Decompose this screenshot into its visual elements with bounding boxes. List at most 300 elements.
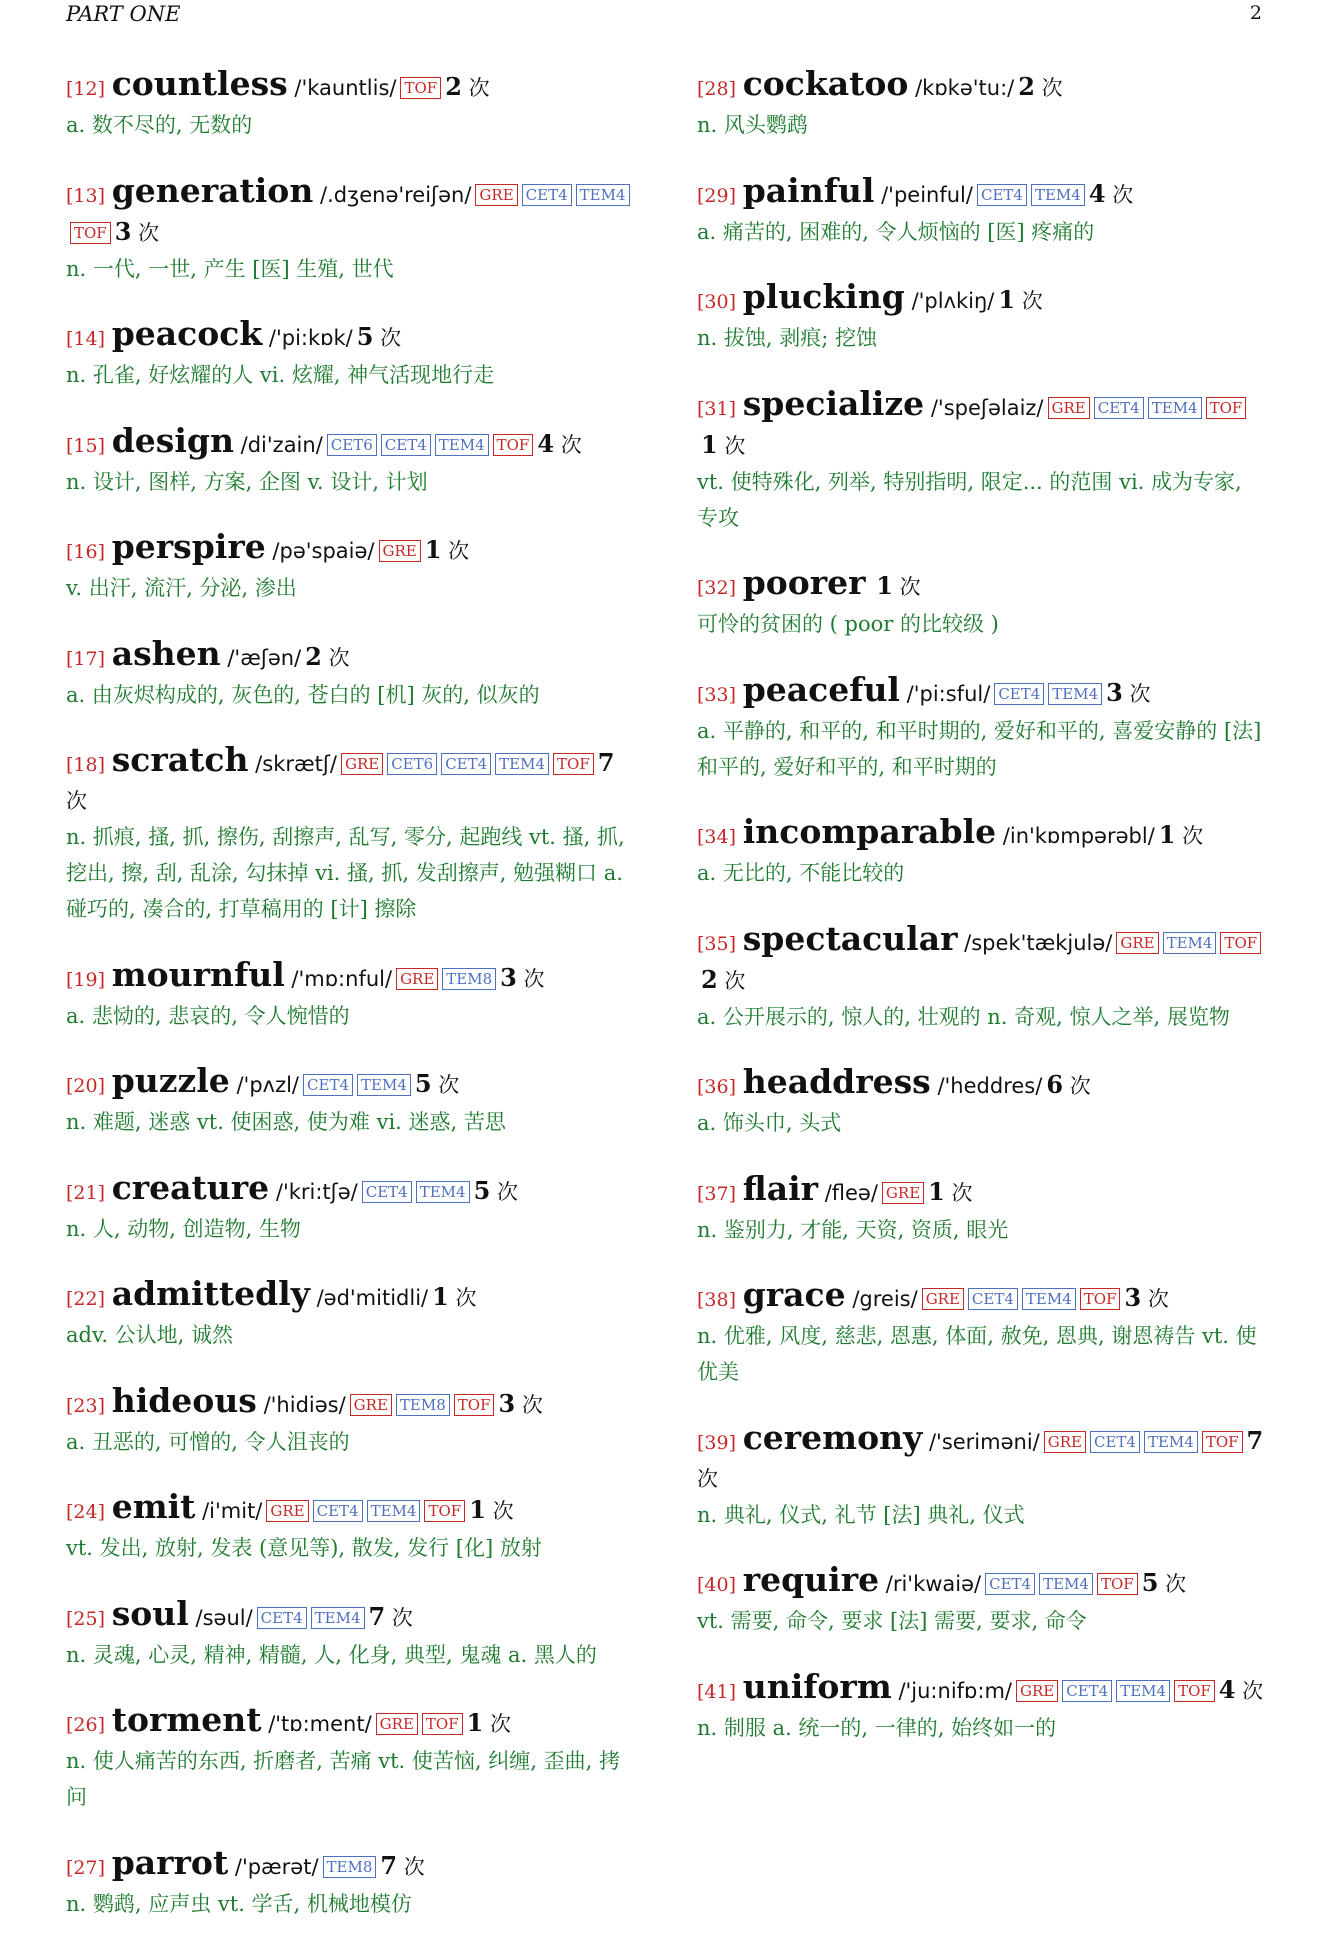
occurrence-count: 5 xyxy=(473,1175,491,1205)
exam-tag: GRE xyxy=(396,968,438,990)
exam-tag: CET4 xyxy=(968,1288,1018,1310)
occurrence-count: 4 xyxy=(537,428,555,458)
entry-headline xyxy=(66,66,636,107)
vocab-entry xyxy=(697,1277,1265,1390)
definition: a. 公开展示的, 惊人的, 壮观的 n. 奇观, 惊人之举, 展览物 xyxy=(697,1004,1230,1029)
count-suffix: 次 xyxy=(1165,1572,1187,1596)
count-suffix: 次 xyxy=(403,1854,425,1879)
pronunciation: /ri'kwaiə/ xyxy=(885,1572,982,1596)
entry-number: [21] xyxy=(66,1181,106,1204)
headword: parrot xyxy=(111,1842,229,1882)
definition: a. 由灰烬构成的, 灰色的, 苍白的 [机] 灰的, 似灰的 xyxy=(66,682,540,707)
exam-tag: TEM4 xyxy=(1144,1431,1198,1453)
occurrence-count: 1 xyxy=(928,1176,945,1206)
headword: flair xyxy=(742,1168,819,1208)
definition: n. 拔蚀, 剥痕; 挖蚀 xyxy=(697,326,877,350)
entry-number: [27] xyxy=(66,1856,106,1879)
count-suffix: 次 xyxy=(899,575,921,599)
exam-tag: TOF xyxy=(1174,1680,1215,1702)
headword: peacock xyxy=(111,314,263,353)
headword: admittedly xyxy=(111,1274,310,1313)
pronunciation: /'heddres/ xyxy=(937,1074,1043,1098)
occurrence-count: 7 xyxy=(1246,1425,1264,1455)
pronunciation: /i'mit/ xyxy=(202,1499,263,1523)
exam-tag: TEM4 xyxy=(1148,397,1202,419)
occurrence-count: 3 xyxy=(498,1388,516,1418)
entry-headline xyxy=(66,1380,636,1424)
headword: headdress xyxy=(742,1062,931,1101)
entry-headline xyxy=(697,814,1265,855)
exam-tag: CET4 xyxy=(1094,397,1144,419)
exam-tag: CET4 xyxy=(985,1573,1035,1595)
entry-headline xyxy=(697,279,1265,320)
entry-number: [19] xyxy=(66,968,106,991)
definition: 可怜的贫困的 ( poor 的比较级 ) xyxy=(697,612,999,636)
vocab-entry xyxy=(66,1489,636,1566)
headword: plucking xyxy=(742,277,905,316)
headword: poorer xyxy=(742,563,866,602)
entry-headline xyxy=(697,1562,1265,1603)
occurrence-count: 1 xyxy=(466,1708,484,1737)
count-suffix: 次 xyxy=(138,220,160,245)
exam-tag: GRE xyxy=(1016,1680,1058,1702)
count-suffix: 次 xyxy=(697,1466,718,1491)
headword: uniform xyxy=(742,1666,892,1706)
entry-number: [18] xyxy=(66,754,106,776)
exam-tag: TEM8 xyxy=(396,1394,450,1416)
vocab-entry xyxy=(66,1167,636,1247)
headword: puzzle xyxy=(111,1061,230,1100)
definition: n. 典礼, 仪式, 礼节 [法] 典礼, 仪式 xyxy=(697,1502,1025,1527)
exam-tag: CET4 xyxy=(313,1500,363,1522)
definition: a. 饰头巾, 头式 xyxy=(697,1111,842,1135)
definition: a. 平静的, 和平的, 和平时期的, 爱好和平的, 喜爱安静的 [法] 和平的, 爱好和平的, 和平时期的 xyxy=(697,718,1262,779)
pronunciation: /pə'spaiə/ xyxy=(272,539,375,563)
headword: cockatoo xyxy=(742,64,909,103)
entry-number: [26] xyxy=(66,1714,106,1736)
vocab-entry xyxy=(697,918,1265,1035)
exam-tag: TEM4 xyxy=(416,1181,470,1203)
count-suffix: 次 xyxy=(391,1605,413,1630)
definition: adv. 公认地, 诚然 xyxy=(66,1323,234,1347)
vocab-entry xyxy=(66,66,636,143)
headword: grace xyxy=(742,1275,846,1314)
entry-headline xyxy=(697,669,1265,713)
entry-headline xyxy=(697,383,1265,464)
page-header-title: PART ONE xyxy=(66,2,181,26)
exam-tag: TOF xyxy=(1080,1288,1121,1310)
entry-number: [20] xyxy=(66,1075,106,1097)
occurrence-count: 1 xyxy=(1158,820,1176,849)
exam-tag: TEM4 xyxy=(576,184,630,206)
headword: perspire xyxy=(111,527,266,566)
occurrence-count: 5 xyxy=(356,322,374,351)
exam-tag: TEM4 xyxy=(1039,1573,1093,1595)
count-suffix: 次 xyxy=(380,326,402,350)
exam-tag: TEM4 xyxy=(1163,932,1217,954)
entry-headline xyxy=(66,1702,636,1743)
entry-number: [22] xyxy=(66,1288,106,1310)
entry-headline xyxy=(697,66,1265,107)
count-suffix: 次 xyxy=(1112,182,1134,207)
count-suffix: 次 xyxy=(1147,1287,1169,1311)
headword: creature xyxy=(111,1167,270,1207)
count-suffix: 次 xyxy=(66,789,87,813)
vocab-entry xyxy=(66,170,636,287)
vocab-entry xyxy=(66,1593,636,1673)
count-suffix: 次 xyxy=(724,968,746,993)
headword: scratch xyxy=(111,740,249,779)
left-column xyxy=(66,66,636,1951)
occurrence-count: 3 xyxy=(1124,1283,1142,1312)
definition: n. 抓痕, 搔, 抓, 擦伤, 刮擦声, 乱写, 零分, 起跑线 vt. 搔, 抓, 挖出, 擦, 刮, 乱涂, 勾抹掉 vi. 搔, 抓, 发刮擦声, 勉强糊口 a. 碰巧的, 凑合的, 打草稿用的 [计] 擦除 xyxy=(66,825,625,921)
entry-number: [15] xyxy=(66,434,106,457)
entry-number: [14] xyxy=(66,328,106,350)
entry-headline xyxy=(66,742,636,819)
count-suffix: 次 xyxy=(448,539,470,563)
exam-tag: TOF xyxy=(1206,397,1247,419)
definition: a. 数不尽的, 无数的 xyxy=(66,113,253,137)
definition: a. 丑恶的, 可憎的, 令人沮丧的 xyxy=(66,1429,350,1454)
entry-headline xyxy=(697,918,1265,999)
definition: v. 出汗, 流汗, 分泌, 渗出 xyxy=(66,576,297,600)
definition: n. 难题, 迷惑 vt. 使困惑, 使为难 vi. 迷惑, 苦思 xyxy=(66,1110,506,1134)
exam-tag: GRE xyxy=(341,753,383,775)
entry-number: [33] xyxy=(697,683,737,706)
exam-tag: GRE xyxy=(376,1713,418,1735)
entry-headline xyxy=(66,633,636,677)
definition: n. 鹦鹉, 应声虫 vt. 学舌, 机械地模仿 xyxy=(66,1891,412,1916)
count-suffix: 次 xyxy=(468,76,490,100)
vocab-entry xyxy=(66,954,636,1034)
exam-tag: CET4 xyxy=(362,1181,412,1203)
exam-tag: GRE xyxy=(882,1182,924,1204)
headword: ashen xyxy=(111,633,221,673)
vocab-entry xyxy=(66,1702,636,1815)
count-suffix: 次 xyxy=(951,1180,973,1205)
entry-headline xyxy=(66,1276,636,1317)
entry-headline xyxy=(66,1593,636,1637)
vocab-entry xyxy=(697,383,1265,536)
pronunciation: /'pærət/ xyxy=(234,1854,319,1879)
exam-tag: TEM4 xyxy=(1031,184,1085,206)
headword: hideous xyxy=(111,1380,257,1420)
vocab-entry xyxy=(697,1168,1265,1248)
pronunciation: /spek'tækjulə/ xyxy=(964,930,1113,955)
headword: incomparable xyxy=(742,812,997,851)
headword: torment xyxy=(111,1700,262,1739)
headword: ceremony xyxy=(742,1417,923,1457)
pronunciation: /'pi:sful/ xyxy=(906,681,991,706)
count-suffix: 次 xyxy=(490,1712,512,1736)
page-number: 2 xyxy=(1249,2,1262,24)
pronunciation: /'æʃən/ xyxy=(227,645,302,670)
exam-tag: TEM8 xyxy=(323,1856,377,1878)
exam-tag: CET4 xyxy=(977,184,1027,206)
definition: n. 鉴别力, 才能, 天资, 资质, 眼光 xyxy=(697,1217,1009,1242)
exam-tag: CET4 xyxy=(381,434,431,456)
exam-tag: GRE xyxy=(266,1500,308,1522)
pronunciation: /fleə/ xyxy=(824,1180,878,1205)
exam-tag: GRE xyxy=(1116,932,1158,954)
entry-headline xyxy=(697,1168,1265,1212)
exam-tag: TOF xyxy=(493,434,534,456)
pronunciation: /'ju:nifɒ:m/ xyxy=(898,1678,1012,1703)
occurrence-count: 2 xyxy=(445,72,462,101)
entry-headline xyxy=(66,1063,636,1104)
pronunciation: /'peinful/ xyxy=(881,182,973,207)
entry-number: [13] xyxy=(66,184,106,207)
occurrence-count: 3 xyxy=(1106,677,1123,707)
exam-tag: TOF xyxy=(1097,1573,1138,1595)
count-suffix: 次 xyxy=(1242,1678,1264,1703)
definition: vt. 发出, 放射, 发表 (意见等), 散发, 发行 [化] 放射 xyxy=(66,1536,542,1560)
occurrence-count: 1 xyxy=(998,285,1016,314)
vocab-entry xyxy=(697,279,1265,356)
headword: soul xyxy=(111,1593,189,1633)
entry-number: [35] xyxy=(697,932,737,955)
headword: mournful xyxy=(111,954,285,994)
occurrence-count: 2 xyxy=(305,641,322,671)
count-suffix: 次 xyxy=(1021,289,1043,313)
definition: n. 优雅, 风度, 慈悲, 恩惠, 体面, 赦免, 恩典, 谢恩祷告 vt. 使优美 xyxy=(697,1324,1257,1384)
exam-tag: CET4 xyxy=(1062,1680,1112,1702)
occurrence-count: 2 xyxy=(701,964,718,994)
exam-tag: TOF xyxy=(422,1713,463,1735)
count-suffix: 次 xyxy=(724,433,746,458)
exam-tag: GRE xyxy=(379,540,421,562)
exam-tag: GRE xyxy=(1048,397,1090,419)
entry-number: [40] xyxy=(697,1574,737,1596)
entry-headline xyxy=(697,1666,1265,1710)
count-suffix: 次 xyxy=(438,1073,460,1097)
exam-tag: CET4 xyxy=(994,683,1044,705)
headword: countless xyxy=(111,64,288,103)
occurrence-count: 7 xyxy=(597,748,615,777)
entry-headline xyxy=(66,1167,636,1211)
vocab-entry xyxy=(697,1064,1265,1141)
headword: specialize xyxy=(742,383,925,423)
definition: a. 痛苦的, 困难的, 令人烦恼的 [医] 疼痛的 xyxy=(697,219,1095,244)
entry-headline xyxy=(697,1277,1265,1318)
exam-tag: TEM8 xyxy=(442,968,496,990)
pronunciation: /'plʌkiŋ/ xyxy=(911,289,995,313)
definition: a. 悲恸的, 悲哀的, 令人惋惜的 xyxy=(66,1003,350,1028)
exam-tag: CET6 xyxy=(327,434,377,456)
headword: emit xyxy=(111,1487,196,1526)
exam-tag: TEM4 xyxy=(311,1607,365,1629)
exam-tag: CET6 xyxy=(387,753,437,775)
exam-tag: TEM4 xyxy=(1116,1680,1170,1702)
headword: spectacular xyxy=(742,918,958,958)
headword: design xyxy=(111,420,234,460)
definition: n. 风头鹦鹉 xyxy=(697,113,808,137)
definition: vt. 需要, 命令, 要求 [法] 需要, 要求, 命令 xyxy=(697,1609,1087,1633)
pronunciation: /kɒkə'tu:/ xyxy=(915,76,1015,100)
exam-tag: GRE xyxy=(475,184,517,206)
vocab-entry xyxy=(66,420,636,500)
pronunciation: /'kauntlis/ xyxy=(294,76,397,100)
exam-tag: CET4 xyxy=(441,753,491,775)
pronunciation: /'pi:kɒk/ xyxy=(268,326,353,350)
headword: painful xyxy=(742,170,875,210)
entry-number: [34] xyxy=(697,826,737,848)
occurrence-count: 3 xyxy=(114,216,132,246)
exam-tag: CET4 xyxy=(303,1074,353,1096)
vocab-entry xyxy=(66,316,636,393)
pronunciation: /əd'mitidli/ xyxy=(316,1286,429,1310)
definition: n. 人, 动物, 创造物, 生物 xyxy=(66,1216,301,1241)
headword: peaceful xyxy=(742,669,900,709)
occurrence-count: 3 xyxy=(500,962,517,992)
pronunciation: /'seriməni/ xyxy=(928,1429,1040,1454)
occurrence-count: 2 xyxy=(1018,72,1035,101)
count-suffix: 次 xyxy=(560,432,582,457)
vocab-entry xyxy=(697,814,1265,891)
entry-number: [37] xyxy=(697,1182,737,1205)
pronunciation: /'speʃəlaiz/ xyxy=(930,395,1044,420)
entry-number: [41] xyxy=(697,1680,737,1703)
pronunciation: /'hidiəs/ xyxy=(263,1392,346,1417)
occurrence-count: 7 xyxy=(380,1850,398,1880)
vocab-entry xyxy=(697,669,1265,785)
exam-tag: TOF xyxy=(1220,932,1261,954)
entry-number: [17] xyxy=(66,647,106,670)
exam-tag: TEM4 xyxy=(367,1500,421,1522)
entry-headline xyxy=(66,954,636,998)
exam-tag: TEM4 xyxy=(1022,1288,1076,1310)
entry-headline xyxy=(66,1842,636,1886)
count-suffix: 次 xyxy=(1041,76,1063,100)
entry-number: [29] xyxy=(697,184,737,207)
definition: n. 灵魂, 心灵, 精神, 精髓, 人, 化身, 典型, 鬼魂 a. 黑人的 xyxy=(66,1642,597,1667)
pronunciation: /'pʌzl/ xyxy=(236,1073,300,1097)
exam-tag: TEM4 xyxy=(1048,683,1102,705)
entry-number: [16] xyxy=(66,541,106,563)
exam-tag: TOF xyxy=(553,753,594,775)
count-suffix: 次 xyxy=(521,1392,543,1417)
exam-tag: TEM4 xyxy=(357,1074,411,1096)
entry-headline xyxy=(697,1064,1265,1105)
exam-tag: GRE xyxy=(1044,1431,1086,1453)
count-suffix: 次 xyxy=(1129,681,1151,706)
definition: vt. 使特殊化, 列举, 特别指明, 限定... 的范围 vi. 成为专家, 专攻 xyxy=(697,469,1242,530)
exam-tag: TOF xyxy=(1202,1431,1243,1453)
entry-headline xyxy=(697,170,1265,214)
count-suffix: 次 xyxy=(1182,824,1204,848)
definition: n. 使人痛苦的东西, 折磨者, 苦痛 vt. 使苦恼, 纠缠, 歪曲, 拷问 xyxy=(66,1749,620,1809)
pronunciation: /'mɒ:nful/ xyxy=(291,966,393,991)
headword: generation xyxy=(111,170,314,210)
occurrence-count: 4 xyxy=(1088,178,1106,208)
vocab-entry xyxy=(697,1417,1265,1533)
exam-tag: CET4 xyxy=(522,184,572,206)
occurrence-count: 6 xyxy=(1046,1070,1064,1099)
exam-tag: TEM4 xyxy=(495,753,549,775)
exam-tag: CET4 xyxy=(1090,1431,1140,1453)
count-suffix: 次 xyxy=(496,1179,518,1204)
entry-number: [31] xyxy=(697,397,737,420)
occurrence-count: 5 xyxy=(414,1069,432,1098)
pronunciation: /.dʒenə'reiʃən/ xyxy=(320,182,472,207)
occurrence-count: 1 xyxy=(432,1282,449,1311)
entry-headline xyxy=(66,420,636,464)
exam-tag: GRE xyxy=(922,1288,964,1310)
vocab-entry xyxy=(697,1562,1265,1639)
occurrence-count: 1 xyxy=(424,535,442,564)
exam-tag: GRE xyxy=(350,1394,392,1416)
definition: a. 无比的, 不能比较的 xyxy=(697,861,905,885)
count-suffix: 次 xyxy=(492,1499,514,1523)
entry-number: [23] xyxy=(66,1394,106,1417)
count-suffix: 次 xyxy=(523,966,545,991)
vocab-entry xyxy=(66,529,636,606)
vocab-entry xyxy=(66,1842,636,1922)
vocab-entry xyxy=(697,565,1265,642)
entry-headline xyxy=(66,170,636,251)
vocab-entry xyxy=(66,1063,636,1140)
entry-number: [30] xyxy=(697,291,737,313)
vocab-entry xyxy=(697,1666,1265,1746)
vocab-entry xyxy=(697,170,1265,250)
entry-number: [24] xyxy=(66,1501,106,1523)
pronunciation: /'tɒ:ment/ xyxy=(268,1712,372,1736)
pronunciation: /səul/ xyxy=(195,1605,253,1630)
entry-number: [25] xyxy=(66,1607,106,1630)
definition: n. 一代, 一世, 产生 [医] 生殖, 世代 xyxy=(66,256,394,281)
entry-headline xyxy=(66,316,636,357)
vocab-entry xyxy=(697,66,1265,143)
pronunciation: /di'zain/ xyxy=(240,432,323,457)
entry-number: [32] xyxy=(697,577,737,599)
entry-headline xyxy=(66,529,636,570)
right-column xyxy=(697,66,1265,1775)
exam-tag: TOF xyxy=(400,77,441,99)
definition: n. 制服 a. 统一的, 一律的, 始终如一的 xyxy=(697,1715,1057,1740)
occurrence-count: 1 xyxy=(876,571,893,600)
definition: n. 孔雀, 好炫耀的人 vi. 炫耀, 神气活现地行走 xyxy=(66,363,495,387)
exam-tag: TOF xyxy=(70,222,111,244)
entry-headline xyxy=(697,1417,1265,1497)
exam-tag: TOF xyxy=(454,1394,495,1416)
entry-headline xyxy=(66,1489,636,1530)
exam-tag: TEM4 xyxy=(435,434,489,456)
occurrence-count: 4 xyxy=(1218,1674,1236,1704)
vocab-entry xyxy=(66,1276,636,1353)
count-suffix: 次 xyxy=(455,1286,477,1310)
vocab-entry xyxy=(66,633,636,713)
count-suffix: 次 xyxy=(1069,1074,1091,1098)
occurrence-count: 1 xyxy=(701,429,718,459)
headword: require xyxy=(742,1560,880,1599)
entry-number: [39] xyxy=(697,1431,737,1454)
occurrence-count: 5 xyxy=(1141,1568,1159,1597)
occurrence-count: 1 xyxy=(469,1495,486,1524)
occurrence-count: 7 xyxy=(368,1601,386,1631)
pronunciation: /in'kɒmpərəbl/ xyxy=(1002,824,1155,848)
vocab-entry xyxy=(66,1380,636,1460)
entry-number: [36] xyxy=(697,1076,737,1098)
vocab-entry xyxy=(66,742,636,927)
entry-number: [12] xyxy=(66,78,106,100)
pronunciation: /skrætʃ/ xyxy=(255,752,337,776)
entry-headline xyxy=(697,565,1265,606)
pronunciation: /greis/ xyxy=(852,1287,918,1311)
count-suffix: 次 xyxy=(328,645,350,670)
entry-number: [38] xyxy=(697,1289,737,1311)
exam-tag: TOF xyxy=(424,1500,465,1522)
pronunciation: /'kri:tʃə/ xyxy=(275,1179,358,1204)
